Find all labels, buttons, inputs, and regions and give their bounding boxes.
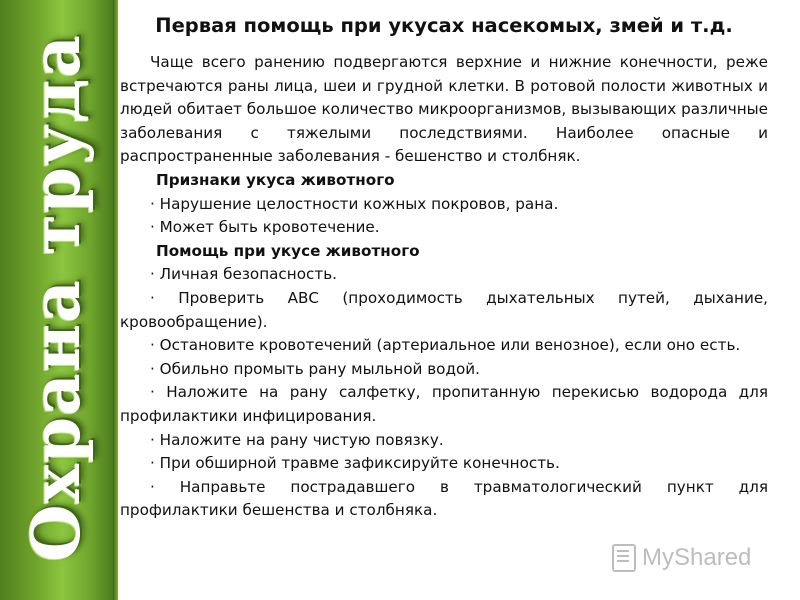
section-heading-help: Помощь при укусе животного — [156, 241, 420, 260]
vertical-title: Охрана труда — [17, 34, 95, 562]
list-item: · Личная безопасность. — [150, 265, 337, 284]
section-heading-signs: Признаки укуса животного — [156, 170, 395, 189]
page-title: Первая помощь при укусах насекомых, змей и т.д. — [155, 14, 733, 37]
sidebar-divider — [113, 0, 118, 600]
intro-paragraph: Чаще всего ранению подвергаются верхние и нижние конечности, реже встречаются раны лица, шеи и грудной клетки. В ротовой полости животных и людей обитает большое количество микроорганизмов, вызывающих различные заболевания с тяжелыми последствиями. Наиболее опасные и распространенные заболевания - бешенство и столбняк. — [120, 53, 768, 166]
list-item: · Направьте пострадавшего в травматологический пункт для профилактики бешенства и столбняка. — [120, 477, 768, 520]
watermark-text: MyShared — [642, 544, 752, 571]
list-item: · Может быть кровотечение. — [150, 218, 380, 237]
list-item: · Наложите на рану салфетку, пропитанную перекисью водорода для профилактики инфицирования. — [120, 383, 768, 425]
list-item: · Нарушение целостности кожных покровов, рана. — [150, 194, 559, 213]
list-item: · Наложите на рану чистую повязку. — [150, 430, 444, 449]
sidebar-banner — [0, 0, 113, 600]
slide-content — [120, 10, 768, 523]
presentation-icon — [612, 544, 636, 572]
list-item: · При обширной травме зафиксируйте конечность. — [150, 454, 560, 473]
body-text — [120, 51, 768, 523]
list-item: · Обильно промыть рану мыльной водой. — [150, 359, 480, 378]
list-item: · Остановите кровотечений (артериальное или венозное), если оно есть. — [150, 336, 741, 355]
watermark — [612, 538, 772, 578]
list-item: · Проверить АВС (проходимость дыхательных путей, дыхание, кровообращение). — [120, 288, 768, 331]
